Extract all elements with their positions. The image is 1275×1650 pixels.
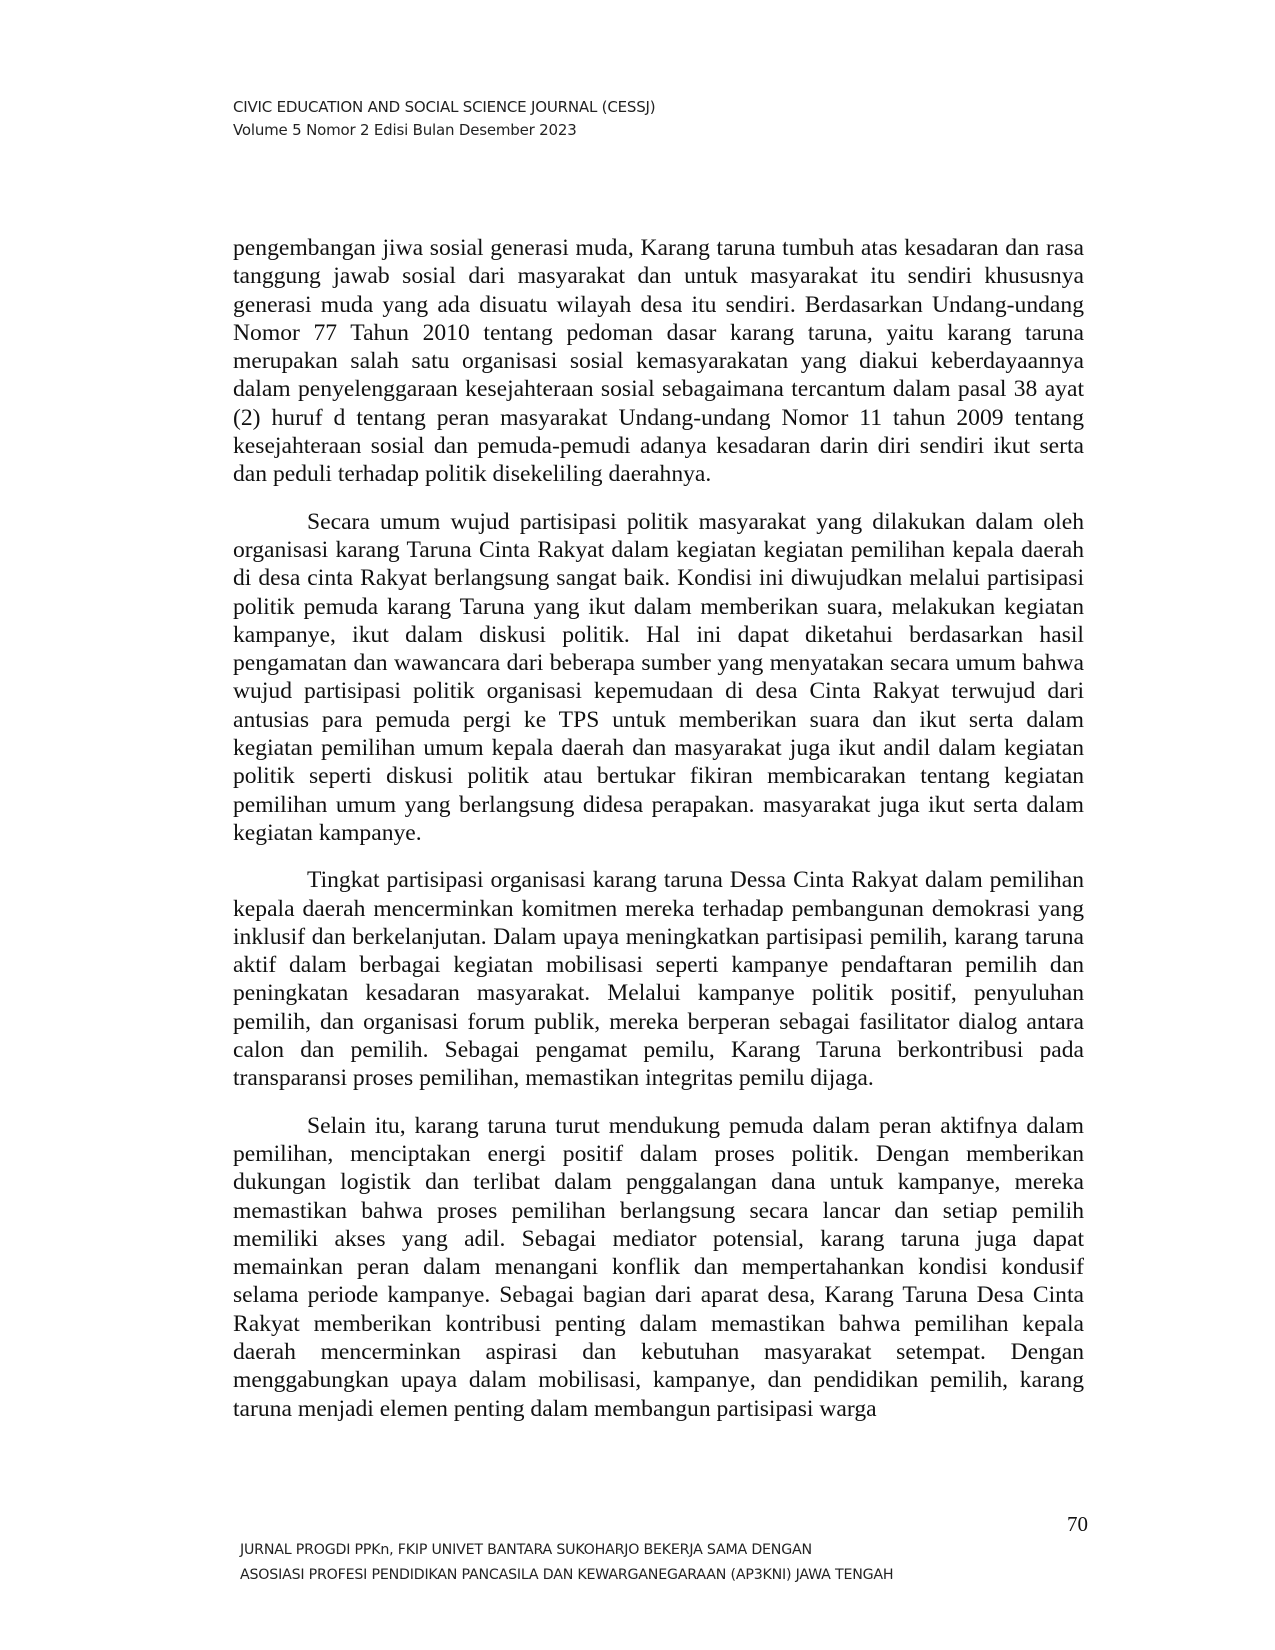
- running-header: [233, 96, 655, 142]
- page-number: 70: [1067, 1512, 1088, 1536]
- footer-line-1: JURNAL PROGDI PPKn, FKIP UNIVET BANTARA SUKOHARJO BEKERJA SAMA DENGAN: [240, 1542, 812, 1558]
- footer-line-2: ASOSIASI PROFESI PENDIDIKAN PANCASILA DAN KEWARGANEGARAAN (AP3KNI) JAWA TENGAH: [240, 1567, 894, 1583]
- journal-title: CIVIC EDUCATION AND SOCIAL SCIENCE JOURNAL (CESSJ): [233, 98, 656, 116]
- running-footer: [240, 1538, 893, 1588]
- paragraph-continued: pengembangan jiwa sosial generasi muda, Karang taruna tumbuh atas kesadaran dan rasa tanggung jawab sosial dari masyarakat dan untuk masyarakat itu sendiri khususnya generasi muda yang ada disuatu wilayah desa itu sendiri. Berdasarkan Undang-undang Nomor 77 Tahun 2010 tentang pedoman dasar karang taruna, yaitu karang taruna merupakan salah satu organisasi sosial kemasyarakatan yang diakui keberdayaannya dalam penyelenggaraan kesejahteraan sosial sebagaimana tercantum dalam pasal 38 ayat (2) huruf d tentang peran masyarakat Undang-undang Nomor 11 tahun 2009 tentang kesejahteraan sosial dan pemuda-pemudi adanya kesadaran darin diri sendiri ikut serta dan peduli terhadap politik disekeliling daerahnya.: [233, 235, 1084, 488]
- paragraph: Secara umum wujud partisipasi politik masyarakat yang dilakukan dalam oleh organisasi karang Taruna Cinta Rakyat dalam kegiatan kegiatan pemilihan kepala daerah di desa cinta Rakyat berlangsung sangat baik. Kondisi ini diwujudkan melalui partisipasi politik pemuda karang Taruna yang ikut dalam memberikan suara, melakukan kegiatan kampanye, ikut dalam diskusi politik. Hal ini dapat diketahui berdasarkan hasil pengamatan dan wawancara dari beberapa sumber yang menyatakan secara umum bahwa wujud partisipasi politik organisasi kepemudaan di desa Cinta Rakyat terwujud dari antusias para pemuda pergi ke TPS untuk memberikan suara dan ikut serta dalam kegiatan pemilihan umum kepala daerah dan masyarakat juga ikut andil dalam kegiatan politik seperti diskusi politik atau bertukar fikiran membicarakan tentang kegiatan pemilihan umum yang berlangsung didesa perapakan. masyarakat juga ikut serta dalam kegiatan kampanye.: [233, 508, 1084, 846]
- paragraph: Tingkat partisipasi organisasi karang taruna Dessa Cinta Rakyat dalam pemilihan kepala daerah mencerminkan komitmen mereka terhadap pembangunan demokrasi yang inklusif dan berkelanjutan. Dalam upaya meningkatkan partisipasi pemilih, karang taruna aktif dalam berbagai kegiatan mobilisasi seperti kampanye pendaftaran pemilih dan peningkatan kesadaran masyarakat. Melalui kampanye politik positif, penyuluhan pemilih, dan organisasi forum publik, mereka berperan sebagai fasilitator dialog antara calon dan pemilih. Sebagai pengamat pemilu, Karang Taruna berkontribusi pada transparansi proses pemilihan, memastikan integritas pemilu dijaga.: [233, 867, 1084, 1092]
- paragraph: Selain itu, karang taruna turut mendukung pemuda dalam peran aktifnya dalam pemilihan, menciptakan energi positif dalam proses politik. Dengan memberikan dukungan logistik dan terlibat dalam penggalangan dana untuk kampanye, mereka memastikan bahwa proses pemilihan berlangsung secara lancar dan setiap pemilih memiliki akses yang adil. Sebagai mediator potensial, karang taruna juga dapat memainkan peran dalam menangani konflik dan mempertahankan kondisi kondusif selama periode kampanye. Sebagai bagian dari aparat desa, Karang Taruna Desa Cinta Rakyat memberikan kontribusi penting dalam memastikan bahwa pemilihan kepala daerah mencerminkan aspirasi dan kebutuhan masyarakat setempat. Dengan menggabungkan upaya dalam mobilisasi, kampanye, dan pendidikan pemilih, karang taruna menjadi elemen penting dalam membangun partisipasi warga: [233, 1112, 1084, 1422]
- body-text: [233, 234, 1084, 1442]
- journal-issue: Volume 5 Nomor 2 Edisi Bulan Desember 2023: [233, 121, 577, 139]
